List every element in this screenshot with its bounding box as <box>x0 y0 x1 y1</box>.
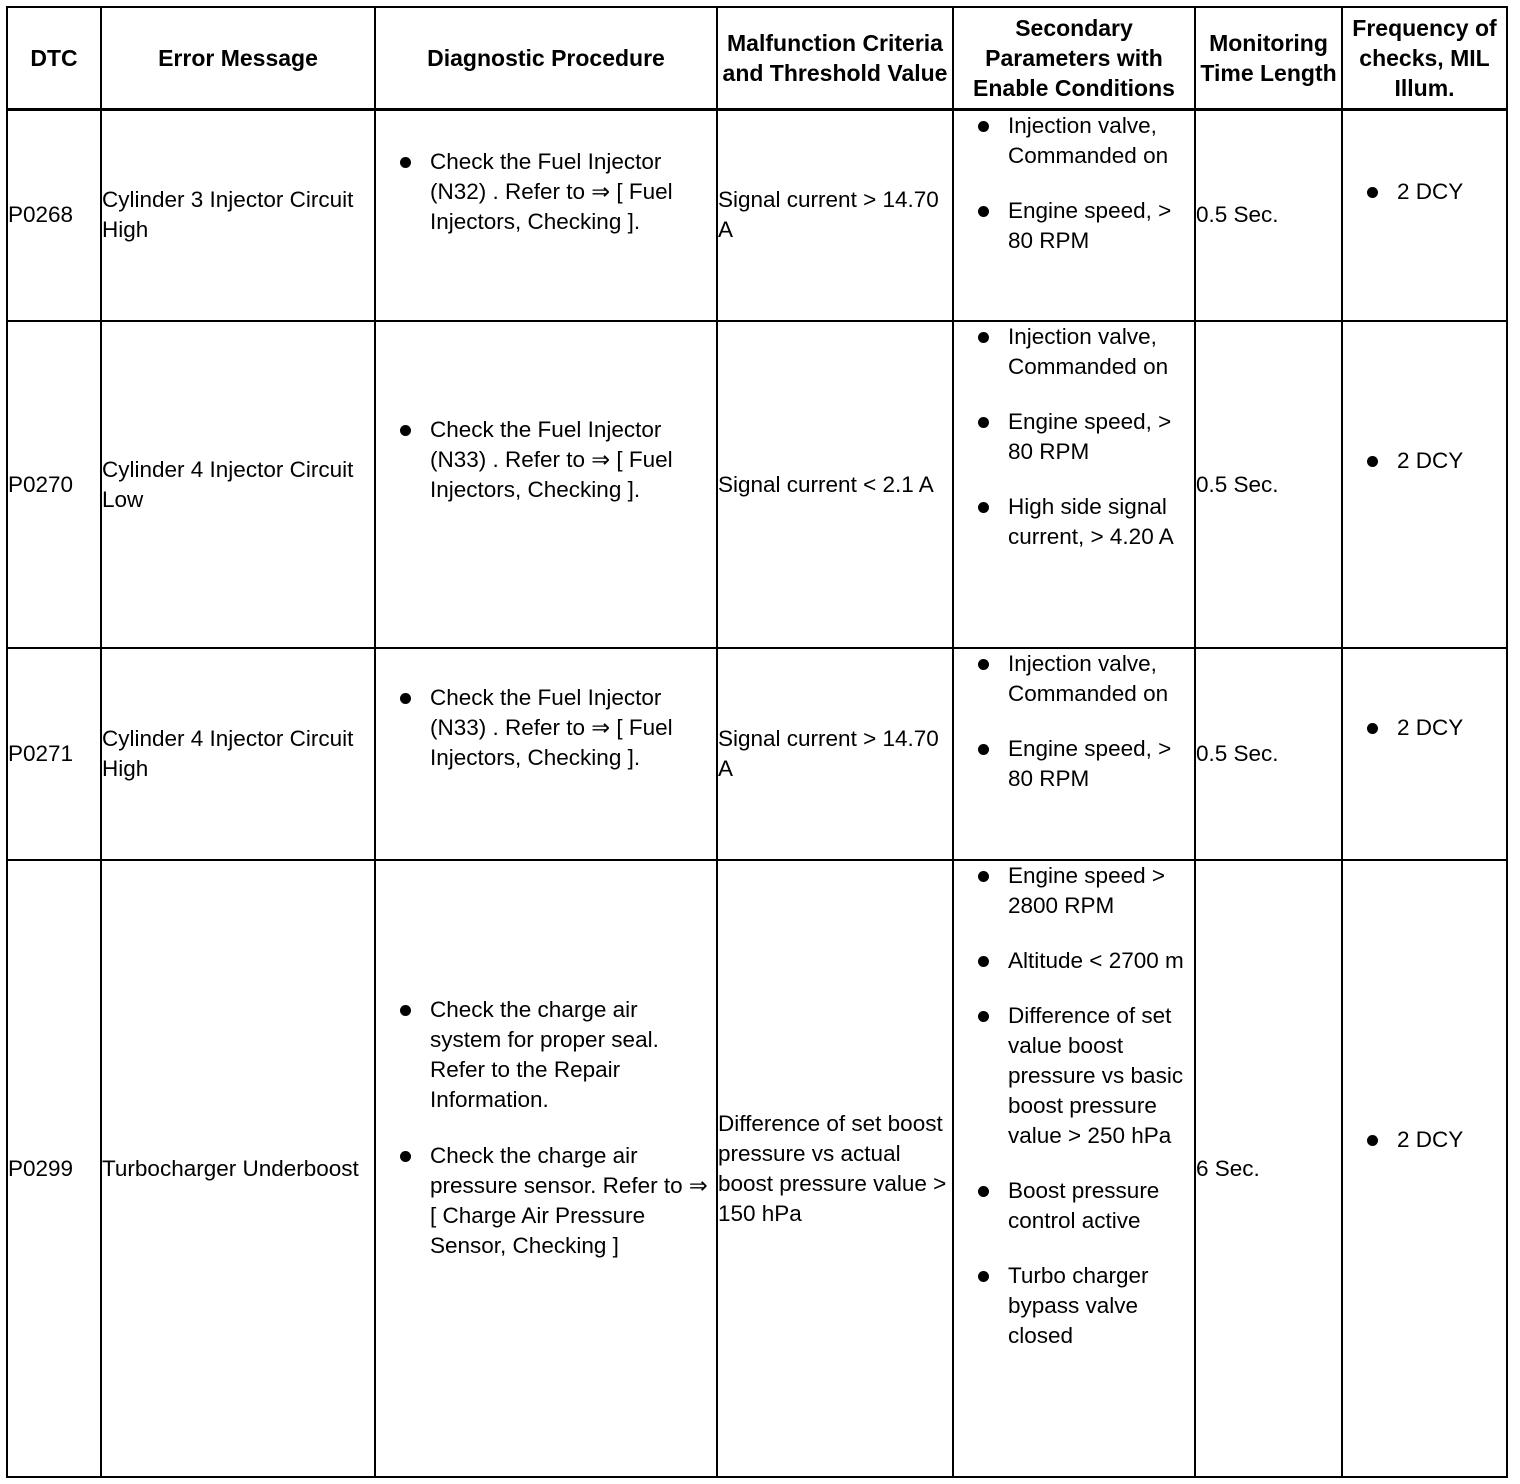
table-row <box>7 648 1507 860</box>
monitoring-time: 0.5 Sec. <box>1195 109 1342 321</box>
secondary-parameters <box>953 860 1195 1477</box>
list-item: Engine speed, > 80 RPM <box>1008 407 1190 467</box>
malfunction-criteria: Signal current < 2.1 A <box>717 321 953 648</box>
list-item: Difference of set value boost pressure vs basic boost pressure value > 250 hPa <box>1008 1001 1190 1151</box>
list-item: Engine speed, > 80 RPM <box>1008 734 1190 794</box>
bullet-icon <box>1367 456 1378 467</box>
list-item: Boost pressure control active <box>1008 1176 1190 1236</box>
list-item: Check the charge air system for proper seal. Refer to the Repair Information. <box>430 995 708 1115</box>
bullet-icon <box>1367 723 1378 734</box>
header-monitoring-time: Monitoring Time Length <box>1195 7 1342 109</box>
monitoring-time: 0.5 Sec. <box>1195 321 1342 648</box>
malfunction-criteria: Signal current > 14.70 A <box>717 648 953 860</box>
error-message: Turbocharger Underboost <box>101 860 375 1477</box>
bullet-icon <box>1367 187 1378 198</box>
table-row <box>7 321 1507 648</box>
error-message: Cylinder 4 Injector Circuit High <box>101 648 375 860</box>
frequency <box>1342 648 1507 860</box>
diagnostic-procedure <box>375 109 717 321</box>
monitoring-time: 0.5 Sec. <box>1195 648 1342 860</box>
error-message: Cylinder 4 Injector Circuit Low <box>101 321 375 648</box>
list-item: Engine speed, > 80 RPM <box>1008 196 1190 256</box>
list-item: Engine speed > 2800 RPM <box>1008 861 1190 921</box>
diagnostic-procedure <box>375 648 717 860</box>
bullet-icon <box>978 332 989 343</box>
bullet-icon <box>400 1151 411 1162</box>
bullet-icon <box>978 1186 989 1197</box>
bullet-icon <box>400 157 411 168</box>
bullet-icon <box>978 744 989 755</box>
table-row <box>7 860 1507 1477</box>
list-item: 2 DCY <box>1397 713 1506 743</box>
diagnostic-procedure <box>375 321 717 648</box>
diagnostic-procedure <box>375 860 717 1477</box>
header-malfunction-criteria: Malfunction Criteria and Threshold Value <box>717 7 953 109</box>
bullet-icon <box>978 502 989 513</box>
header-frequency: Frequency of checks, MIL Illum. <box>1342 7 1507 109</box>
secondary-parameters <box>953 109 1195 321</box>
header-dtc: DTC <box>7 7 101 109</box>
frequency <box>1342 321 1507 648</box>
list-item: Injection valve, Commanded on <box>1008 111 1190 171</box>
list-item: 2 DCY <box>1397 446 1506 476</box>
list-item: High side signal current, > 4.20 A <box>1008 492 1190 552</box>
header-secondary-parameters: Secondary Parameters with Enable Conditions <box>953 7 1195 109</box>
list-item: Check the Fuel Injector (N32) . Refer to ⇒ [ Fuel Injectors, Checking ]. <box>430 147 708 237</box>
bullet-icon <box>978 1011 989 1022</box>
dtc-code: P0268 <box>7 109 101 321</box>
header-row <box>7 7 1507 109</box>
dtc-table <box>6 6 1508 1478</box>
list-item: 2 DCY <box>1397 177 1506 207</box>
bullet-icon <box>978 206 989 217</box>
header-error-message: Error Message <box>101 7 375 109</box>
secondary-parameters <box>953 648 1195 860</box>
list-item: Injection valve, Commanded on <box>1008 649 1190 709</box>
malfunction-criteria: Difference of set boost pressure vs actual boost pressure value > 150 hPa <box>717 860 953 1477</box>
list-item: Turbo charger bypass valve closed <box>1008 1261 1190 1351</box>
bullet-icon <box>400 1005 411 1016</box>
list-item: Altitude < 2700 m <box>1008 946 1190 976</box>
dtc-code: P0299 <box>7 860 101 1477</box>
bullet-icon <box>400 425 411 436</box>
error-message: Cylinder 3 Injector Circuit High <box>101 109 375 321</box>
list-item: Injection valve, Commanded on <box>1008 322 1190 382</box>
header-diagnostic-procedure: Diagnostic Procedure <box>375 7 717 109</box>
bullet-icon <box>978 1271 989 1282</box>
dtc-code: P0270 <box>7 321 101 648</box>
list-item: Check the Fuel Injector (N33) . Refer to ⇒ [ Fuel Injectors, Checking ]. <box>430 683 708 773</box>
bullet-icon <box>400 693 411 704</box>
bullet-icon <box>978 659 989 670</box>
monitoring-time: 6 Sec. <box>1195 860 1342 1477</box>
bullet-icon <box>978 956 989 967</box>
list-item: Check the Fuel Injector (N33) . Refer to ⇒ [ Fuel Injectors, Checking ]. <box>430 415 708 505</box>
bullet-icon <box>1367 1135 1378 1146</box>
secondary-parameters <box>953 321 1195 648</box>
malfunction-criteria: Signal current > 14.70 A <box>717 109 953 321</box>
bullet-icon <box>978 417 989 428</box>
frequency <box>1342 860 1507 1477</box>
list-item: Check the charge air pressure sensor. Refer to ⇒ [ Charge Air Pressure Sensor, Checking ] <box>430 1141 708 1261</box>
frequency <box>1342 109 1507 321</box>
bullet-icon <box>978 871 989 882</box>
table-row <box>7 109 1507 321</box>
dtc-code: P0271 <box>7 648 101 860</box>
list-item: 2 DCY <box>1397 1125 1506 1155</box>
bullet-icon <box>978 121 989 132</box>
